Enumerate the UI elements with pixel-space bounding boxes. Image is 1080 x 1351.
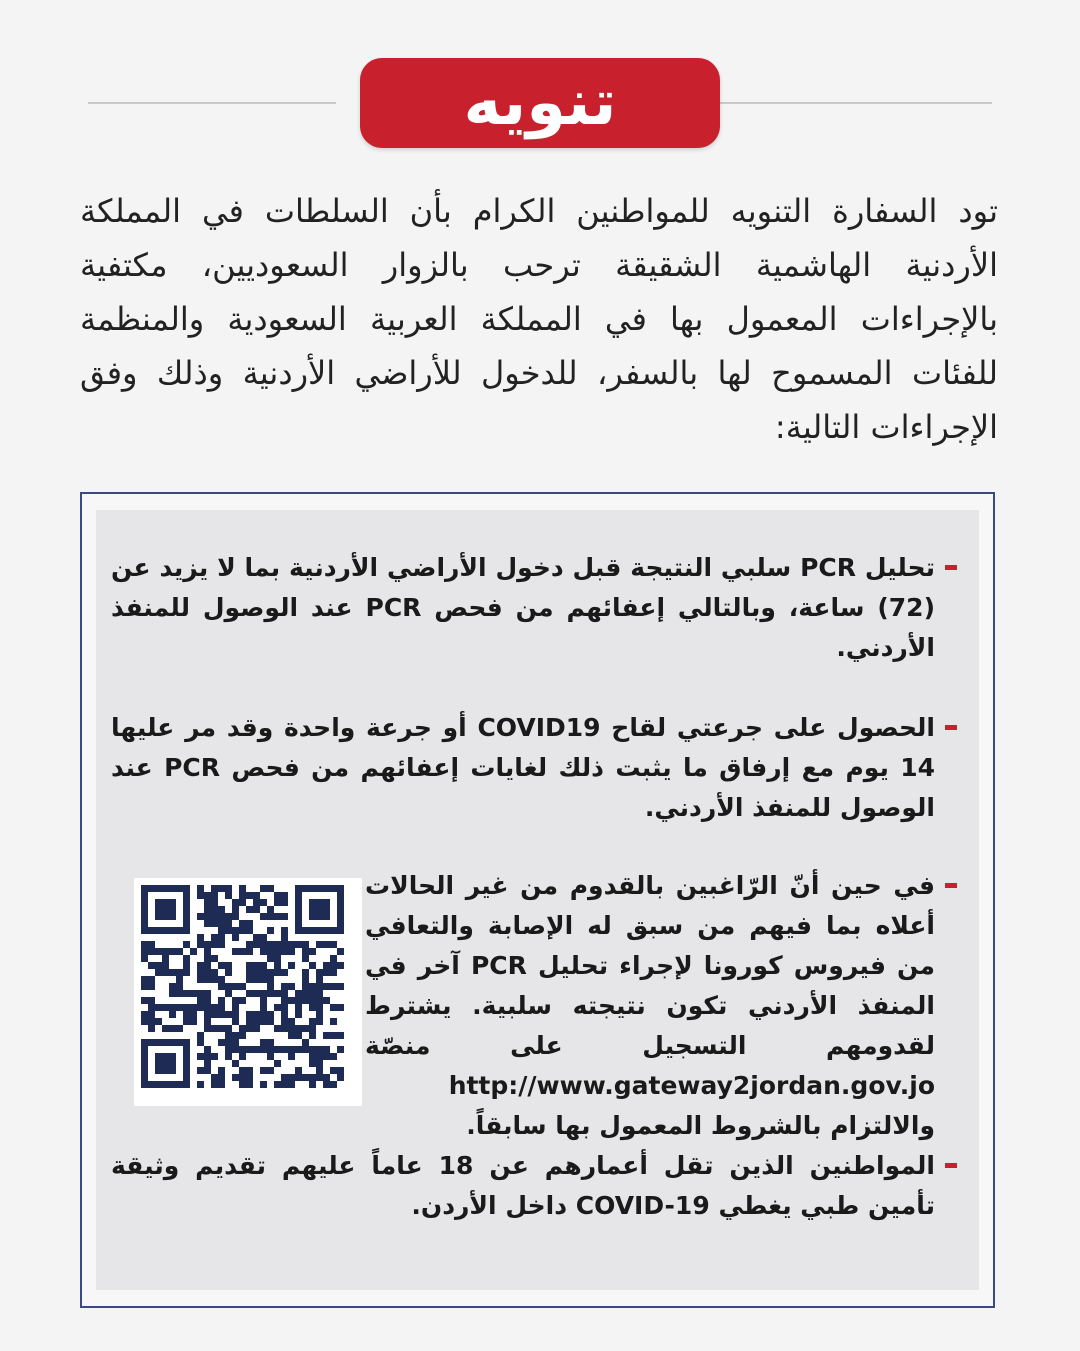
requirements-panel (96, 510, 979, 1290)
qr-code-icon[interactable] (134, 878, 362, 1106)
requirement-item (111, 1146, 957, 1226)
bullet-icon (945, 883, 957, 888)
divider-right (716, 102, 992, 104)
qr-code-graphic (134, 878, 362, 1106)
requirement-text: في حين أنّ الرّاغبين بالقدوم من غير الحالات أعلاه بما فيهم من سبق له الإصابة والتعافي من فيروس كورونا لإجراء تحليل PCR آخر في المنفذ الأردني تكون نتيجته سلبية. يشترط لقدومهم التسجيل على منصّة (365, 871, 935, 1060)
requirement-text: الحصول على جرعتي لقاح COVID19 أو جرعة واحدة وقد مر عليها 14 يوم مع إرفاق ما يثبت ذلك لغايات إعفائهم من فحص PCR عند الوصول للمنفذ الأردني. (111, 713, 935, 822)
requirement-item (111, 708, 957, 828)
bullet-icon (945, 565, 957, 570)
header (0, 58, 1080, 150)
intro-paragraph: تود السفارة التنويه للمواطنين الكرام بأن السلطات في المملكة الأردنية الهاشمية الشقيقة ترحب بالزوار السعوديين، مكتفية بالإجراءات المعمول بها في المملكة العربية السعودية والمنظمة للفئات المسموح لها بالسفر، للدخول للأراضي الأردنية وذلك وفق الإجراءات التالية: (80, 192, 998, 446)
bullet-icon (945, 725, 957, 730)
divider-left (88, 102, 336, 104)
requirement-item (111, 548, 957, 668)
page-title: تنويه (463, 66, 617, 140)
title-badge (360, 58, 720, 148)
registration-link[interactable]: http://www.gateway2jordan.gov.jo (448, 1071, 935, 1100)
requirement-text: تحليل PCR سلبي النتيجة قبل دخول الأراضي الأردنية بما لا يزيد عن (72) ساعة، وبالتالي إعفائهم من فحص PCR عند الوصول للمنفذ الأردني. (111, 553, 935, 662)
bullet-icon (945, 1163, 957, 1168)
requirement-text: والالتزام بالشروط المعمول بها سابقاً. (466, 1111, 935, 1140)
requirements-box (80, 492, 995, 1308)
requirement-text: المواطنين الذين تقل أعمارهم عن 18 عاماً عليهم تقديم وثيقة تأمين طبي يغطي COVID-19 داخل الأردن. (111, 1151, 935, 1220)
requirement-item (365, 866, 957, 1146)
